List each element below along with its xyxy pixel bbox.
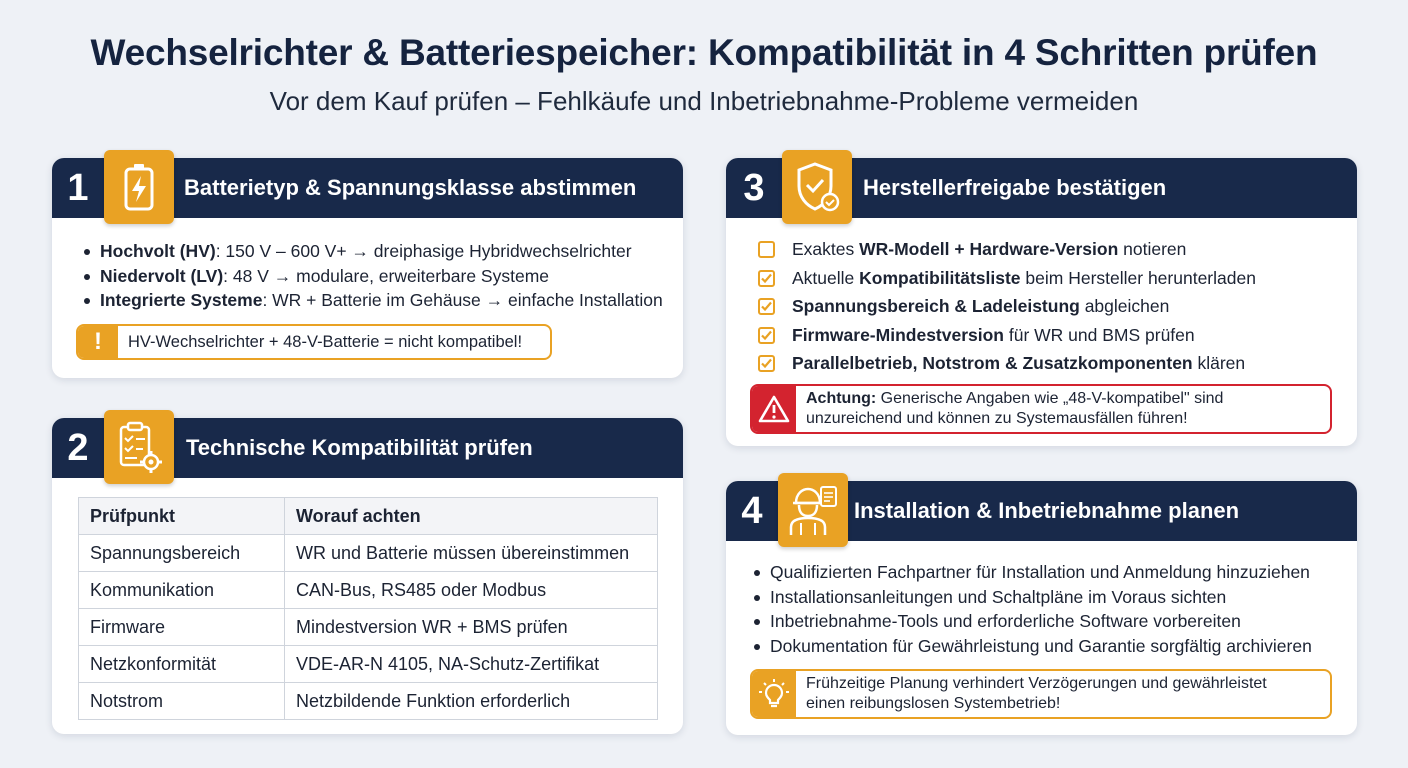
technician-icon (778, 473, 848, 547)
list-item: Integrierte Systeme: WR + Batterie im Gehäuse → einfache Installation (78, 288, 663, 313)
step-3-title: Herstellerfreigabe bestätigen (863, 175, 1167, 200)
table-header-cell: Prüfpunkt (79, 498, 285, 535)
step-1-note-text: HV-Wechselrichter + 48-V-Batterie = nicht kompatibel! (128, 333, 523, 351)
table-cell: Netzkonformität (79, 646, 285, 683)
warning-triangle-icon (752, 386, 796, 432)
checked-checkbox-icon (758, 327, 775, 344)
step-3-number: 3 (743, 166, 765, 209)
checklist-item: Spannungsbereich & Ladeleistung abgleichen (756, 292, 1256, 321)
table-cell: Notstrom (79, 683, 285, 720)
step-4-header (726, 481, 1357, 541)
exclamation-icon: ! (78, 326, 118, 358)
step-4-number: 4 (741, 489, 763, 532)
list-item: Qualifizierten Fachpartner für Installation und Anmeldung hinzuziehen (748, 560, 1312, 585)
table-header-cell: Worauf achten (285, 498, 658, 535)
step-3-header (726, 158, 1357, 218)
table-cell: Kommunikation (79, 572, 285, 609)
step-3-checklist (756, 235, 1256, 378)
lightbulb-icon (752, 671, 796, 717)
checklist-item: Firmware-Mindestversion für WR und BMS prüfen (756, 321, 1256, 350)
list-item: Dokumentation für Gewährleistung und Garantie sorgfältig archivieren (748, 634, 1312, 659)
step-3-warning (750, 384, 1332, 434)
checklist-item: Aktuelle Kompatibilitätsliste beim Hersteller herunterladen (756, 264, 1256, 293)
list-item: Inbetriebnahme-Tools und erforderliche Software vorbereiten (748, 609, 1312, 634)
step-2-number: 2 (67, 426, 89, 469)
step-4-card (726, 481, 1357, 735)
table-cell: Firmware (79, 609, 285, 646)
page-subtitle: Vor dem Kauf prüfen – Fehlkäufe und Inbetriebnahme-Probleme vermeiden (269, 86, 1139, 116)
shield-check-icon (782, 150, 852, 224)
step-3-card (726, 158, 1357, 446)
checked-checkbox-icon (758, 355, 775, 372)
table-row (79, 683, 658, 720)
step-1-bullets (78, 239, 663, 313)
table-cell: VDE-AR-N 4105, NA-Schutz-Zertifikat (285, 646, 658, 683)
step-1-title: Batterietyp & Spannungsklasse abstimmen (184, 175, 637, 200)
checked-checkbox-icon (758, 298, 775, 315)
step-1-card (52, 158, 683, 378)
step-4-bullets (748, 560, 1312, 658)
table-row (79, 646, 658, 683)
table-cell: Netzbildende Funktion erforderlich (285, 683, 658, 720)
battery-charge-icon (104, 150, 174, 224)
list-item: Hochvolt (HV): 150 V – 600 V+ → dreiphasige Hybridwechselrichter (78, 239, 663, 264)
table-row (79, 535, 658, 572)
checklist-item: Parallelbetrieb, Notstrom & Zusatzkomponenten klären (756, 349, 1256, 378)
step-3-warning-text: Achtung: Generische Angaben wie „48-V-kompatibel" sind unzureichend und können zu Systemausfällen führen! (806, 390, 1224, 427)
step-1-header (52, 158, 683, 218)
list-item: Installationsanleitungen und Schaltpläne im Voraus sichten (748, 585, 1312, 610)
step-4-tip-text: Frühzeitige Planung verhindert Verzögerungen und gewährleistet einen reibungslosen Systembetrieb! (806, 675, 1267, 712)
step-4-title: Installation & Inbetriebnahme planen (854, 498, 1240, 523)
step-1-warning-note (76, 324, 552, 360)
step-2-card (52, 418, 683, 734)
empty-checkbox-icon (758, 241, 775, 258)
table-row (79, 572, 658, 609)
table-header-row (79, 498, 658, 535)
list-item: Niedervolt (LV): 48 V → modulare, erweiterbare Systeme (78, 264, 663, 289)
step-4-tip (750, 669, 1332, 719)
table-cell: CAN-Bus, RS485 oder Modbus (285, 572, 658, 609)
checked-checkbox-icon (758, 270, 775, 287)
table-cell: Spannungsbereich (79, 535, 285, 572)
table-cell: Mindestversion WR + BMS prüfen (285, 609, 658, 646)
table-row (79, 609, 658, 646)
checklist-item: Exaktes WR-Modell + Hardware-Version notieren (756, 235, 1256, 264)
checklist-gear-icon (104, 410, 174, 484)
step-2-title: Technische Kompatibilität prüfen (186, 435, 533, 460)
step-1-number: 1 (67, 166, 89, 209)
step-2-header (52, 418, 683, 478)
compatibility-table (78, 497, 658, 720)
table-cell: WR und Batterie müssen übereinstimmen (285, 535, 658, 572)
page-title: Wechselrichter & Batteriespeicher: Kompatibilität in 4 Schritten prüfen (90, 32, 1318, 73)
